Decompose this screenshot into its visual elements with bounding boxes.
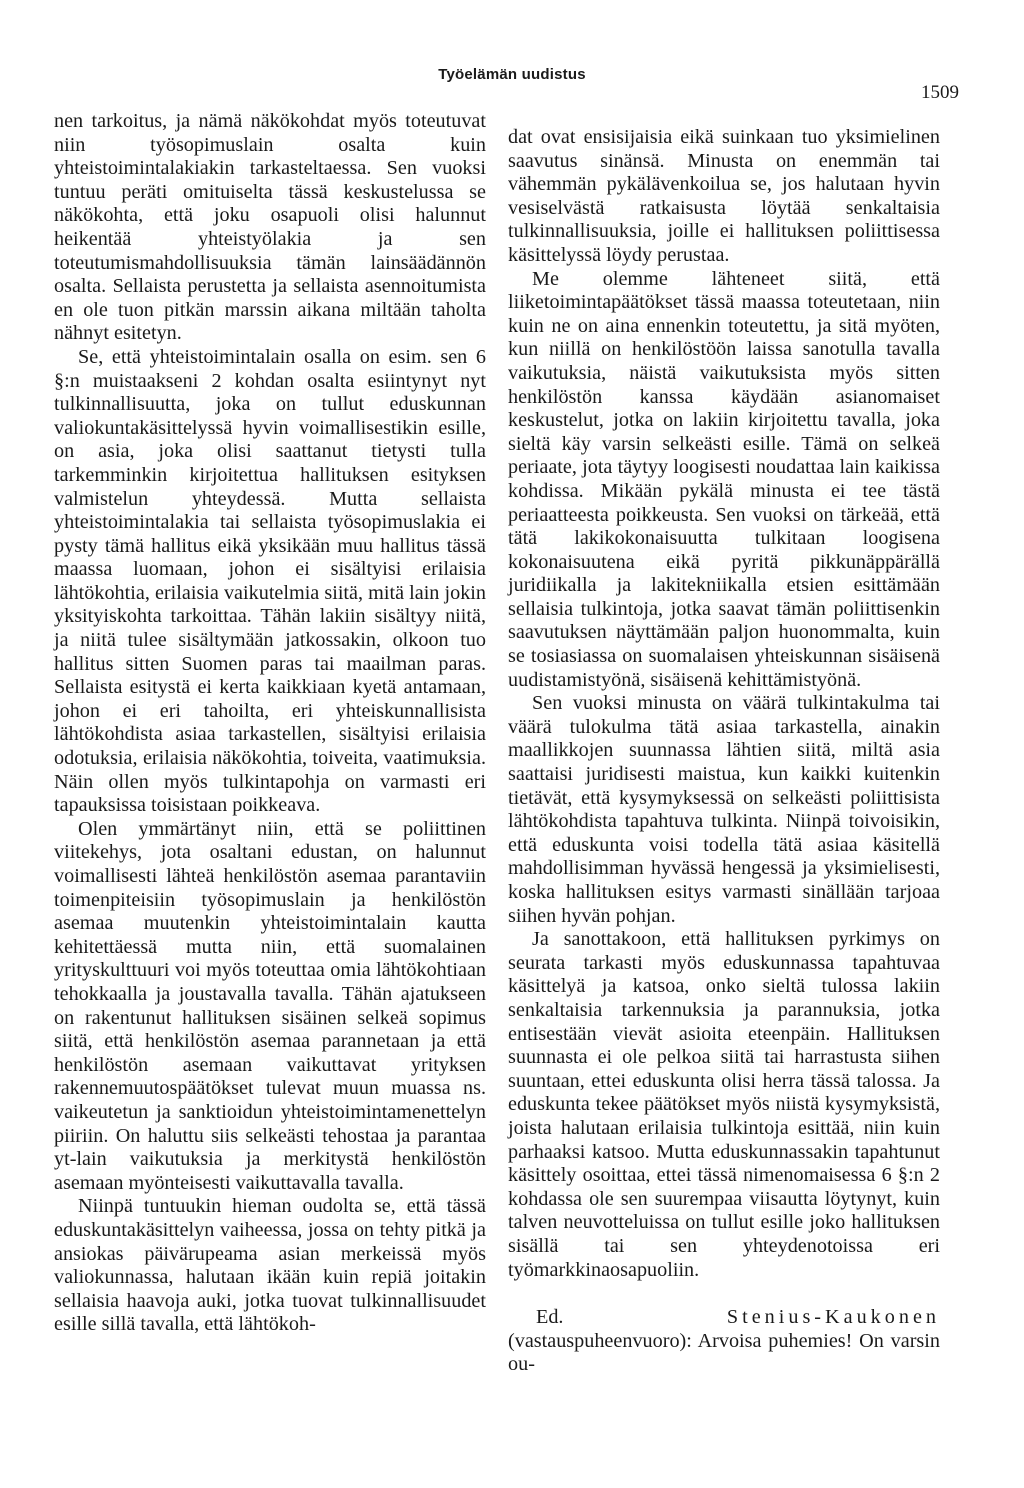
left-paragraph-4: Niinpä tuntuukin hieman oudolta se, että tässä eduskuntakäsittelyn vaiheessa, jossa on tehty pitkä ja ansiokas päivärupeama asian merkeissä myös valiokunnassa, halutaan ikään kuin repiä joitakin sellaisia haavoja auki, jotka tuovat tulkinnallisuudet esille sillä tavalla, että lähtökoh- <box>54 1195 486 1336</box>
speaker-text: (vastauspuheenvuoro): Arvoisa puhemies! On varsin ou- <box>508 1329 940 1376</box>
speaker-paragraph <box>508 1306 940 1377</box>
left-paragraph-2: Se, että yhteistoimintalain osalla on esim. sen 6 §:n muistaakseni 2 kohdan osalta esiintynyt nyt tulkinnallisuutta, joka on tullut eduskunnan valiokuntakäsittelyssä hyvin voimallisestikin esille, on asia, joka olisi saattanut tietysti tulla tarkemminkin kirjoitettua hallituksen esityksen valmistelun yhteydessä. Mutta sellaista yhteistoimintalakia tai sellaista työsopimuslakia ei pysty tämä hallitus eikä yksikään muu hallitus tässä maassa luomaan, johon ei sisältyisi erilaisia lähtökohtia, erilaisia vaikutelmia siitä, mitä lain jokin yksityiskohta tarkoittaa. Tähän lakiin sisältyy niitä, ja niitä tulee sisältymään jatkossakin, olkoon tuo hallitus sitten Suomen paras tai maailman paras. Sellaista esitystä ei kerta kaikkiaan kyetä antamaan, johon ei eri tahoilta, eri yhteiskunnallisista lähtökohdista asiaa tarkastellen, sisältyisi erilaisia odotuksia, erilaisia näkökohtia, toiveita, vaatimuksia. Näin ollen myös tulkintapohja on varmasti eri tapauksissa toisistaan poikkeava. <box>54 345 486 817</box>
left-column <box>54 110 486 1337</box>
right-paragraph-2: Me olemme lähteneet siitä, että liiketoimintapäätökset tässä maassa toteutetaan, niin kuin ne on aina ennenkin toteutettu, ja sitä myöten, kun niillä on henkilöstöön laissa sanotulla tavalla vaikutuksia, näistä vaikutuksista myös sitten henkilöstön kanssa käydään asianomaiset keskustelut, jotka on lakiin kirjoitettu tavalla, joka sieltä käy varsin selkeästi esille. Tämä on selkeä periaate, jota täytyy loogisesti noudattaa lain kaikissa kohdissa. Mikään pykälä minusta ei tee tästä periaatteesta poikkeusta. Sen vuoksi on tärkeää, että tätä lakikokonaisuutta tulkitaan loogisena kokonaisuutena eikä pyritä pikkunäppärällä juridiikalla ja lakitekniikalla etsien esittämään sellaisia tulkintoja, jotka saavat tämän poliittisenkin saavutuksen näyttämään paljon huonommalta, kuin se tosiasiassa on suomalaisen yhteiskunnan sisäisenä uudistamistyönä, sisäisenä kehittämistyönä. <box>508 267 940 691</box>
right-paragraph-1: dat ovat ensisijaisia eikä suinkaan tuo yksimielinen saavutus sinänsä. Minusta on enemmän tai vähemmän pykälävenkoilua se, jos halutaan hyvin vesiselvästä ratkaisusta löytää senkaltaisia tulkinnallisuuksia, joille ei hallituksen poliittisessa käsittelyssä löydy perustaa. <box>508 126 940 266</box>
speaker-prefix: Ed. <box>536 1306 564 1329</box>
page-number: 1509 <box>921 82 959 103</box>
right-paragraph-4: Ja sanottakoon, että hallituksen pyrkimys on seurata tarkasti myös eduskunnassa tapahtuvaa käsittelyä ja katsoa, onko sieltä tulossa lakiin senkaltaisia tarkennuksia ja parannuksia, jotka entisestään vievät asioita eteenpäin. Hallituksen suunnasta ei ole pelkoa siitä tai harrastusta siihen suuntaan, ettei eduskunta olisi herra tässä talossa. Ja eduskunta tekee päätökset myös niistä kysymyksistä, joista halutaan erilaisia tulkintoja esittää, niin kuin parhaaksi katsoo. Mutta eduskunnassakin tapahtunut käsittely osoittaa, ettei tässä nimenomaisessa 6 §:n 2 kohdassa ole sen suurempaa viisautta löytynyt, kuin talven neuvotteluissa on tullut esille joko hallituksen sisällä tai sen yhteydenotoissa eri työmarkkinaosapuoliin. <box>508 928 940 1281</box>
right-paragraph-3: Sen vuoksi minusta on väärä tulkintakulma tai väärä tulokulma tätä asiaa tarkastella, ainakin maallikkojen suunnassa lähtien siitä, miltä asia saattaisi juridisesti maistua, kun kaikki kuitenkin tietävät, että kysymyksessä on selkeästi poliittisista lähtökohdista tapahtuva tulkinta. Niinpä toivoisikin, että eduskunta voisi todella tätä asiaa käsitellä mahdollisimman hyvässä hengessä ja yksimielisesti, koska hallituksen esitys varmasti sinällään tarjoaa siihen hyvän pohjan. <box>508 692 940 927</box>
running-title: Työelämän uudistus <box>438 66 586 83</box>
left-paragraph-3: Olen ymmärtänyt niin, että se poliittinen viitekehys, jota osaltani edustan, on halunnut voimallisesti lähteä henkilöstön asemaa parantaviin toimenpiteisiin työsopimuslain ja henkilöstön asemaa muutenkin yhteistoimintalain kautta kehitettäessä mutta niin, että suomalainen yrityskulttuuri voi myös toteuttaa omia lähtökohtiaan tehokkaalla ja joustavalla tavalla. Tähän ajatukseen on rakentunut hallituksen sisäinen selkeä sopimus siitä, että henkilöstön asemaa parannetaan ja että henkilöstön asemaan vaikuttavat yrityksen rakennemuutospäätökset tulevat muun muassa ns. vaikeutetun ja sanktioidun yhteistoimintamenettelyn piiriin. On haluttu siis selkeästi tehostaa ja parantaa yt-lain vaikutuksia ja merkitystä henkilöstön asemaan myönteisesti vaikuttavalla tavalla. <box>54 817 486 1194</box>
right-column <box>508 126 940 1377</box>
speaker-name: Stenius-Kaukonen <box>726 1306 940 1329</box>
left-paragraph-1: nen tarkoitus, ja nämä näkökohdat myös toteutuvat niin työsopimuslain osalta kuin yhteistoimintalakiakin tarkasteltaessa. Sen vuoksi tuntuu peräti omituiselta tässä keskustelussa se näkökohta, että joku osapuoli olisi halunnut heikentää yhteistyölakia ja sen toteutumismahdollisuuksia tämän lainsäädännön osalta. Sellaista perustetta ja sellaista asennoitumista en ole tuon pitkän marssin aikana miltään taholta nähnyt esitetyn. <box>54 110 486 345</box>
